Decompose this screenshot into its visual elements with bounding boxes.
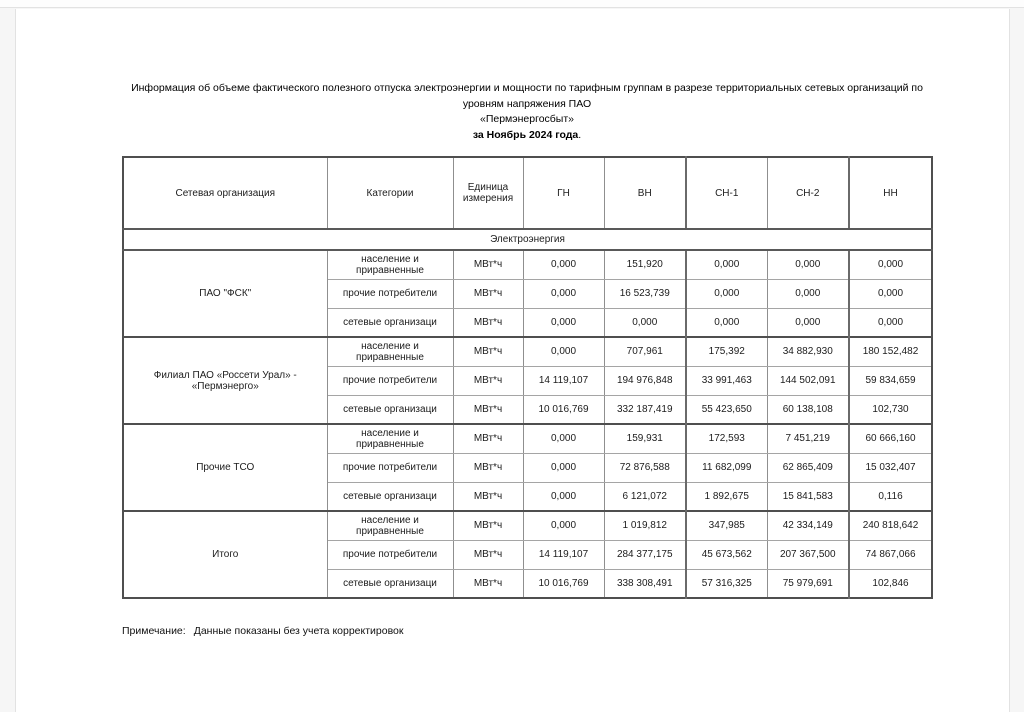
value-cell: 0,000 [523,453,604,482]
value-cell: 16 523,739 [604,279,686,308]
unit-cell: МВт*ч [453,453,523,482]
value-cell: 0,116 [849,482,932,511]
value-cell: 144 502,091 [767,366,849,395]
header-network-org: Сетевая организация [123,157,327,229]
value-cell: 151,920 [604,250,686,279]
value-cell: 0,000 [849,279,932,308]
value-cell: 15 841,583 [767,482,849,511]
value-cell: 15 032,407 [849,453,932,482]
value-cell: 207 367,500 [767,540,849,569]
value-cell: 45 673,562 [686,540,767,569]
value-cell: 14 119,107 [523,540,604,569]
header-row [123,157,932,229]
org-cell: Прочие ТСО [123,424,327,511]
header-vn: ВН [604,157,686,229]
value-cell: 172,593 [686,424,767,453]
document-page [15,9,1010,712]
value-cell: 194 976,848 [604,366,686,395]
section-band-row [123,229,932,250]
report-table [122,156,933,599]
value-cell: 0,000 [767,279,849,308]
value-cell: 7 451,219 [767,424,849,453]
value-cell: 75 979,691 [767,569,849,598]
category-cell: население и приравненные [327,511,453,540]
value-cell: 240 818,642 [849,511,932,540]
org-cell: Итого [123,511,327,598]
value-cell: 0,000 [686,250,767,279]
table-row [123,424,932,453]
title-line-2: «Пермэнергосбыт» [479,113,575,125]
category-cell: сетевые организаци [327,482,453,511]
value-cell: 0,000 [523,482,604,511]
title-period-suffix: . [578,128,582,141]
unit-cell: МВт*ч [453,511,523,540]
value-cell: 102,730 [849,395,932,424]
value-cell: 0,000 [686,279,767,308]
category-cell: сетевые организаци [327,569,453,598]
value-cell: 0,000 [767,308,849,337]
value-cell: 1 019,812 [604,511,686,540]
category-cell: сетевые организаци [327,395,453,424]
value-cell: 0,000 [767,250,849,279]
title-line-3 [122,128,932,144]
header-nn: НН [849,157,932,229]
value-cell: 1 892,675 [686,482,767,511]
title-line-1: Информация об объеме фактического полезного отпуска электроэнергии и мощности по тарифным группам в разрезе территориальных сетевых организаций по уровням напряжения ПАО [131,82,923,110]
value-cell: 14 119,107 [523,366,604,395]
category-cell: прочие потребители [327,366,453,395]
value-cell: 0,000 [523,308,604,337]
value-cell: 0,000 [849,250,932,279]
unit-cell: МВт*ч [453,424,523,453]
value-cell: 284 377,175 [604,540,686,569]
unit-cell: МВт*ч [453,540,523,569]
header-categories: Категории [327,157,453,229]
value-cell: 707,961 [604,337,686,366]
value-cell: 59 834,659 [849,366,932,395]
category-cell: сетевые организаци [327,308,453,337]
value-cell: 72 876,588 [604,453,686,482]
document-content [122,9,932,637]
unit-cell: МВт*ч [453,308,523,337]
table-body [123,250,932,598]
value-cell: 0,000 [523,511,604,540]
section-band-label: Электроэнергия [123,229,932,250]
value-cell: 0,000 [523,279,604,308]
value-cell: 60 138,108 [767,395,849,424]
footnote [122,625,932,637]
table-row [123,337,932,366]
value-cell: 175,392 [686,337,767,366]
value-cell: 102,846 [849,569,932,598]
org-cell: ПАО "ФСК" [123,250,327,337]
value-cell: 10 016,769 [523,395,604,424]
value-cell: 0,000 [523,424,604,453]
footnote-text: Данные показаны без учета корректировок [193,625,404,637]
value-cell: 0,000 [523,250,604,279]
header-sn1: СН-1 [686,157,767,229]
value-cell: 10 016,769 [523,569,604,598]
unit-cell: МВт*ч [453,337,523,366]
value-cell: 11 682,099 [686,453,767,482]
unit-cell: МВт*ч [453,482,523,511]
value-cell: 60 666,160 [849,424,932,453]
value-cell: 338 308,491 [604,569,686,598]
value-cell: 74 867,066 [849,540,932,569]
unit-cell: МВт*ч [453,366,523,395]
value-cell: 347,985 [686,511,767,540]
header-unit: Единица измерения [453,157,523,229]
value-cell: 34 882,930 [767,337,849,366]
value-cell: 57 316,325 [686,569,767,598]
value-cell: 0,000 [523,337,604,366]
value-cell: 55 423,650 [686,395,767,424]
viewer-top-strip [0,0,1024,8]
table-row [123,511,932,540]
header-sn2: СН-2 [767,157,849,229]
value-cell: 42 334,149 [767,511,849,540]
category-cell: население и приравненные [327,424,453,453]
document-title [122,81,932,143]
value-cell: 332 187,419 [604,395,686,424]
category-cell: прочие потребители [327,453,453,482]
category-cell: прочие потребители [327,279,453,308]
value-cell: 180 152,482 [849,337,932,366]
unit-cell: МВт*ч [453,569,523,598]
value-cell: 6 121,072 [604,482,686,511]
footnote-label: Примечание: [122,625,186,637]
unit-cell: МВт*ч [453,395,523,424]
table-row [123,250,932,279]
unit-cell: МВт*ч [453,279,523,308]
value-cell: 62 865,409 [767,453,849,482]
value-cell: 33 991,463 [686,366,767,395]
title-period: за Ноябрь 2024 года [472,128,579,141]
value-cell: 0,000 [686,308,767,337]
header-gn: ГН [523,157,604,229]
category-cell: население и приравненные [327,250,453,279]
value-cell: 0,000 [604,308,686,337]
org-cell: Филиал ПАО «Россети Урал» - «Пермэнерго» [123,337,327,424]
category-cell: население и приравненные [327,337,453,366]
value-cell: 0,000 [849,308,932,337]
value-cell: 159,931 [604,424,686,453]
category-cell: прочие потребители [327,540,453,569]
unit-cell: МВт*ч [453,250,523,279]
